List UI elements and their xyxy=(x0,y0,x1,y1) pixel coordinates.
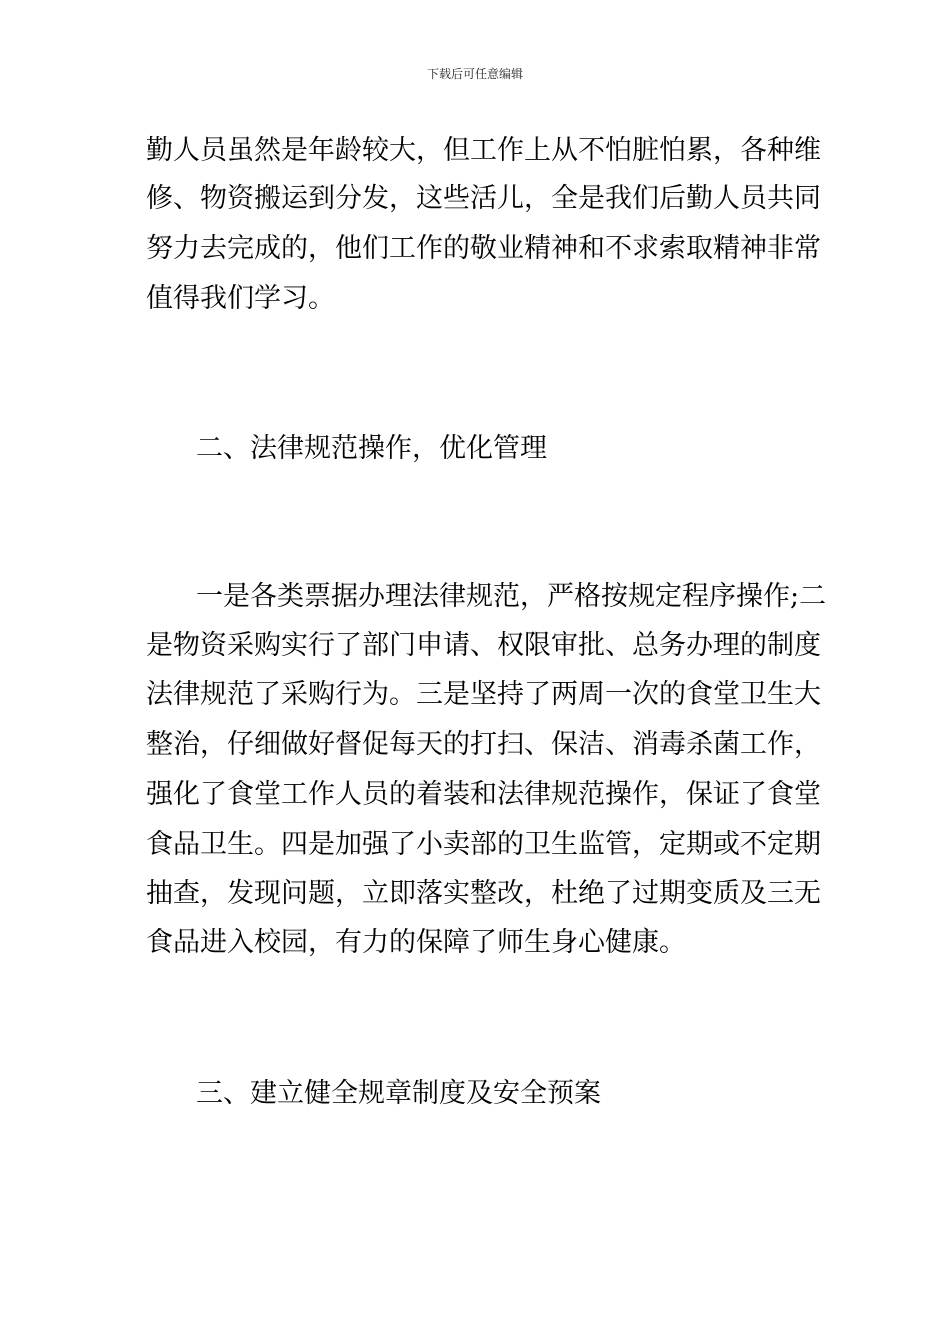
paragraph-2-line-4: 整治，仔细做好督促每天的打扫、保洁、消毒杀菌工作， xyxy=(146,729,821,760)
paragraph-2-line-1: 一是各类票据办理法律规范，严格按规定程序操作;二 xyxy=(196,581,827,612)
paragraph-2-line-3: 法律规范了采购行为。三是坚持了两周一次的食堂卫生大 xyxy=(146,679,821,710)
paragraph-1-line-2: 修、物资搬运到分发，这些活儿，全是我们后勤人员共同 xyxy=(146,183,821,214)
paragraph-1-line-1: 勤人员虽然是年龄较大，但工作上从不怕脏怕累，各种维 xyxy=(146,135,821,166)
paragraph-2-line-2: 是物资采购实行了部门申请、权限审批、总务办理的制度 xyxy=(146,630,821,661)
paragraph-1-line-4: 值得我们学习。 xyxy=(146,283,335,314)
paragraph-2-line-6: 食品卫生。四是加强了小卖部的卫生监管，定期或不定期 xyxy=(146,829,821,860)
paragraph-2-line-7: 抽查，发现问题，立即落实整改，杜绝了过期变质及三无 xyxy=(146,878,821,909)
section-2-heading: 二、法律规范操作，优化管理 xyxy=(196,433,547,464)
page-header-note: 下载后可任意编辑 xyxy=(426,67,523,81)
paragraph-1-line-3: 努力去完成的，他们工作的敬业精神和不求索取精神非常 xyxy=(146,233,821,264)
paragraph-2-line-8: 食品进入校园，有力的保障了师生身心健康。 xyxy=(146,927,686,958)
paragraph-2-line-5: 强化了食堂工作人员的着装和法律规范操作，保证了食堂 xyxy=(146,779,821,810)
section-3-heading: 三、建立健全规章制度及安全预案 xyxy=(196,1078,601,1109)
